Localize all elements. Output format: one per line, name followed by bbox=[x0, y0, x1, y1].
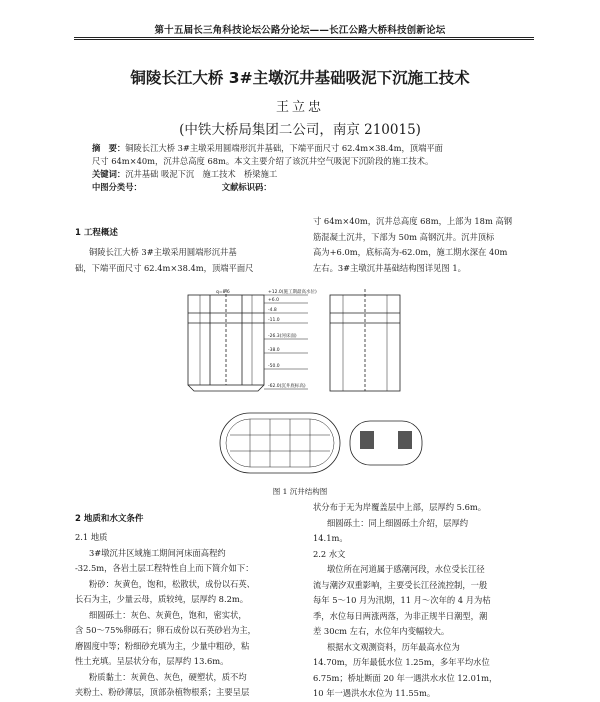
section-2-left bbox=[75, 530, 303, 701]
header-rule-2 bbox=[74, 39, 534, 40]
abstract bbox=[92, 142, 532, 194]
abstract-label: 摘 要： bbox=[92, 143, 126, 153]
paragraph-line: 根据水文观测资料，历年最高水位为 bbox=[327, 641, 460, 652]
figure-label: -50.0 bbox=[268, 364, 280, 369]
paragraph-line: 细圆砾土：同上细圆砾土介绍，层厚约 bbox=[327, 517, 469, 528]
paragraph-line: 14.70m，历年最低水位 1.25m，多年平均水位 bbox=[313, 657, 490, 667]
section-2-heading: 2 地质和水文条件 bbox=[75, 514, 144, 524]
paragraph-line: 长石为主，少量云母，质较纯，层厚约 8.2m。 bbox=[75, 594, 249, 604]
caisson-structure-figure bbox=[180, 283, 430, 483]
figure-label: -38.0 bbox=[268, 348, 280, 353]
author: 王立忠 bbox=[275, 100, 324, 115]
keywords-text: 沉井基础 吸泥下沉 施工技术 桥梁施工 bbox=[125, 169, 278, 179]
section-2-right bbox=[313, 500, 535, 702]
figure-label: -26.3(河床面) bbox=[268, 334, 297, 339]
section-1-heading: 1 工程概述 bbox=[75, 228, 118, 238]
paragraph-line: 6.75m；桥址断面 20 年一遇洪水水位 12.01m， bbox=[313, 672, 498, 683]
figure-label: q=8.6 bbox=[216, 290, 230, 295]
paragraph-line: 每年 5～10 月为汛期，11 月～次年的 4 月为枯 bbox=[313, 595, 491, 605]
figure-label: +12.0(施工期最高水位) bbox=[268, 290, 317, 295]
paragraph-line: 夹粉土、粉砂薄层，顶部杂植物根系；主要呈层 bbox=[75, 687, 250, 697]
paragraph-line: 墩位所在河道属于感潮河段，水位受长江径 bbox=[327, 564, 485, 574]
paragraph-line: 磨圆度中等；粉细砂充填为主，少量中粗砂，粘 bbox=[75, 640, 250, 651]
affiliation: (中铁大桥局集团二公司，南京 210015) bbox=[179, 122, 421, 138]
classification-label: 中图分类号： bbox=[92, 182, 142, 192]
figure-label: -11.0 bbox=[268, 318, 280, 323]
figure-label: -62.0(沉井底标高) bbox=[268, 384, 306, 389]
paragraph-line: 左右。3#主墩沉井基础结构图详见图 1。 bbox=[313, 262, 466, 273]
paragraph-line: 流与潮汐双重影响，主要受长江径流控制，一般 bbox=[313, 579, 488, 590]
paragraph-line: 粉砂：灰黄色，饱和，松散状，成份以石英、 bbox=[89, 578, 255, 589]
paragraph-line: 粉质黏土：灰黄色、灰色，硬塑状，质不均 bbox=[89, 671, 247, 682]
paragraph-line: 高为+6.0m，底标高为-62.0m，施工期水深在 40m bbox=[313, 247, 508, 257]
paper-title: 铜陵长江大桥 3#主墩沉井基础吸泥下沉施工技术 bbox=[130, 69, 470, 87]
paragraph-line: 14.1m。 bbox=[313, 533, 348, 543]
paragraph-line: 差 30cm 左右，水位年内变幅较大。 bbox=[313, 626, 450, 636]
abstract-line-2: 尺寸 64m×40m，沉井总高度 68m。本文主要介绍了该沉井空气吸泥下沉阶段的施工技术。 bbox=[92, 156, 434, 166]
paragraph-line: 状分布于无为岸覆盖层中上部，层厚约 5.6m。 bbox=[313, 502, 487, 512]
paragraph-line: 3#墩沉井区域施工期间河床面高程约 bbox=[89, 547, 226, 558]
figure-label: -4.8 bbox=[268, 308, 277, 313]
figure-caption: 图 1 沉井结构图 bbox=[272, 487, 328, 496]
paragraph-line: 础，下端平面尺寸 62.4m×38.4m，顶端平面尺 bbox=[75, 262, 254, 273]
paragraph-line: 寸 64m×40m，沉井总高度 68m，上部为 18m 高钢 bbox=[313, 216, 513, 226]
right-column-top bbox=[313, 214, 535, 276]
paragraph-line: 细圆砾土：灰色、灰黄色，饱和，密实状， bbox=[89, 609, 247, 620]
subsection-heading: 2.2 水文 bbox=[313, 548, 346, 559]
paragraph-line: -32.5m，各岩土层工程特性自上而下简介如下： bbox=[75, 563, 254, 573]
paragraph-line: 铜陵长江大桥 3#主墩采用圆端形沉井基 bbox=[89, 247, 237, 257]
keywords-label: 关键词： bbox=[92, 169, 126, 179]
figure-label: +6.0 bbox=[268, 298, 279, 303]
paragraph-line: 10 年一遇洪水水位为 11.55m。 bbox=[313, 688, 436, 698]
paragraph-line: 性土充填。呈层状分布，层厚约 13.6m。 bbox=[75, 656, 229, 666]
abstract-line-1: 铜陵长江大桥 3#主墩采用圆端形沉井基础，下端平面尺寸 62.4m×38.4m，顶端平面 bbox=[125, 143, 443, 153]
paragraph-line: 筋混凝土沉井，下部为 50m 高钢沉井。沉井顶标 bbox=[313, 231, 495, 242]
section-1-body bbox=[75, 245, 303, 276]
paragraph-line: 含 50～75%卵砾石；卵石成份以石英砂岩为主， bbox=[75, 625, 256, 635]
doc-code-label: 文献标识码： bbox=[221, 182, 272, 192]
paragraph-line: 季，水位每日两涨两落，为非正规半日潮型，潮 bbox=[313, 610, 488, 621]
running-header: 第十五届长三角科技论坛公路分论坛——长江公路大桥科技创新论坛 bbox=[154, 25, 446, 36]
subsection-heading: 2.1 地质 bbox=[75, 532, 108, 542]
header-rule bbox=[74, 37, 534, 38]
